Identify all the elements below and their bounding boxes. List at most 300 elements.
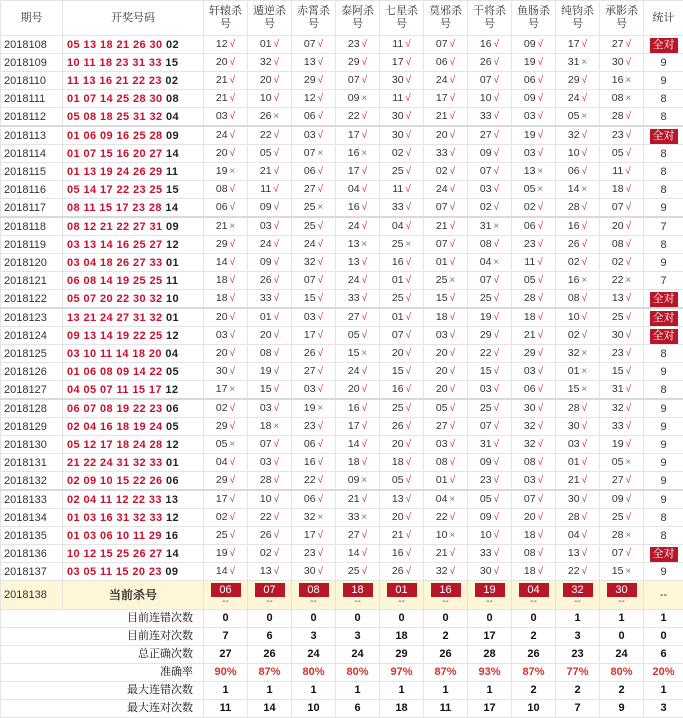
kill-cell	[204, 381, 248, 400]
check-icon: √	[582, 421, 588, 432]
kill-cell	[556, 90, 600, 108]
kill-number: 19	[524, 56, 536, 68]
check-icon: √	[406, 148, 412, 159]
issue-cell: 2018136	[1, 545, 63, 563]
kill-number: 09	[480, 511, 492, 523]
kill-number: 19	[260, 365, 272, 377]
check-icon: √	[406, 111, 412, 122]
kill-cell	[204, 454, 248, 472]
draw-numbers	[63, 399, 204, 418]
kill-number: 32	[524, 438, 536, 450]
stats-value: 10	[292, 700, 336, 718]
check-icon: √	[582, 330, 588, 341]
check-icon: √	[318, 111, 324, 122]
kill-number: 32	[304, 511, 316, 523]
kill-cell	[600, 490, 644, 509]
kill-number: 03	[304, 311, 316, 323]
check-icon: √	[582, 494, 588, 505]
pick-value: 19	[475, 583, 505, 597]
kill-number: 16	[348, 201, 360, 213]
draw-numbers	[63, 545, 204, 563]
kill-number: 07	[348, 74, 360, 86]
stats-value: 24	[292, 646, 336, 664]
kill-number: 13	[612, 292, 624, 304]
kill-cell	[336, 399, 380, 418]
kill-number: 04	[216, 456, 228, 468]
kill-number: 17	[568, 38, 580, 50]
check-icon: √	[538, 439, 544, 450]
draw-numbers	[63, 308, 204, 327]
stats-value: 80%	[600, 664, 644, 682]
kill-cell	[292, 308, 336, 327]
check-icon: √	[626, 494, 632, 505]
check-icon: √	[450, 184, 456, 195]
current-pick	[248, 581, 292, 610]
check-icon: √	[537, 257, 543, 268]
check-icon: √	[494, 330, 500, 341]
stats-value: 3	[292, 628, 336, 646]
check-icon: √	[450, 421, 456, 432]
kill-cell	[204, 472, 248, 491]
cross-icon: ×	[229, 384, 235, 395]
check-icon: √	[318, 348, 324, 359]
kill-cell	[468, 363, 512, 381]
check-icon: √	[318, 293, 324, 304]
check-icon: √	[318, 421, 324, 432]
table-row	[1, 199, 683, 218]
kill-cell	[380, 381, 424, 400]
issue-cell: 2018116	[1, 181, 63, 199]
kill-number: 32	[260, 56, 272, 68]
kill-cell	[336, 363, 380, 381]
kill-cell	[248, 509, 292, 527]
kill-number: 17	[348, 420, 360, 432]
kill-cell	[424, 163, 468, 181]
stats-label: 最大连错次数	[1, 682, 204, 700]
kill-cell	[512, 418, 556, 436]
kill-number: 16	[304, 456, 316, 468]
table-row	[1, 472, 683, 491]
kill-number: 29	[524, 347, 536, 359]
stats-value: 80%	[292, 664, 336, 682]
check-icon: √	[274, 330, 280, 341]
check-icon: √	[494, 403, 500, 414]
current-pick	[336, 581, 380, 610]
header-numbers: 开奖号码	[63, 1, 204, 36]
kill-number: 20	[612, 220, 624, 232]
kill-cell	[248, 199, 292, 218]
check-icon: √	[626, 384, 632, 395]
kill-cell	[248, 399, 292, 418]
issue-cell: 2018131	[1, 454, 63, 472]
header-stat: 统计	[644, 1, 683, 36]
kill-number: 24	[348, 220, 360, 232]
kill-number: 14	[216, 256, 228, 268]
table-row	[1, 217, 683, 236]
check-icon: √	[450, 548, 456, 559]
cross-icon: ×	[229, 439, 235, 450]
kill-number: 06	[216, 201, 228, 213]
pick-dash: --	[600, 597, 643, 607]
kill-cell	[556, 236, 600, 254]
check-icon: √	[494, 439, 500, 450]
check-icon: √	[274, 221, 280, 232]
kill-number: 22	[480, 347, 492, 359]
kill-number: 09	[480, 456, 492, 468]
kill-cell	[204, 545, 248, 563]
kill-cell	[512, 199, 556, 218]
blue-ball: 16	[165, 530, 178, 542]
stats-label: 目前连对次数	[1, 628, 204, 646]
blue-ball: 14	[166, 548, 179, 560]
cross-icon: ×	[361, 148, 367, 159]
draw-numbers	[63, 145, 204, 163]
check-icon: √	[494, 202, 500, 213]
kill-cell	[336, 199, 380, 218]
kill-number: 02	[216, 511, 228, 523]
kill-number: 24	[216, 129, 228, 141]
kill-cell	[512, 509, 556, 527]
kill-cell	[292, 72, 336, 90]
draw-numbers	[63, 381, 204, 400]
kill-cell	[556, 563, 600, 581]
header-row	[1, 1, 683, 36]
kill-number: 13	[260, 565, 272, 577]
kill-cell	[292, 545, 336, 563]
blue-ball: 12	[166, 330, 179, 342]
kill-cell	[468, 145, 512, 163]
check-icon: √	[318, 57, 324, 68]
check-icon: √	[318, 93, 324, 104]
issue-cell: 2018117	[1, 199, 63, 218]
kill-cell	[600, 327, 644, 345]
stats-row	[1, 682, 683, 700]
table-row	[1, 181, 683, 199]
check-icon: √	[362, 403, 368, 414]
blue-ball: 15	[165, 57, 178, 69]
kill-cell	[292, 563, 336, 581]
issue-cell: 2018119	[1, 236, 63, 254]
check-icon: √	[494, 166, 500, 177]
cross-icon: ×	[449, 275, 455, 286]
check-icon: √	[494, 312, 500, 323]
kill-cell	[248, 272, 292, 290]
header-expert: 赤霄杀号	[292, 1, 336, 36]
kill-cell	[248, 454, 292, 472]
kill-number: 14	[348, 547, 360, 559]
kill-number: 14	[216, 565, 228, 577]
cross-icon: ×	[317, 148, 323, 159]
check-icon: √	[230, 566, 236, 577]
all-correct-badge: 全对	[650, 38, 678, 53]
check-icon: √	[318, 366, 324, 377]
stat-cell	[644, 327, 683, 345]
check-icon: √	[362, 57, 368, 68]
kill-cell	[336, 545, 380, 563]
kill-cell	[380, 308, 424, 327]
stats-value: 1	[204, 682, 248, 700]
kill-number: 04	[568, 529, 580, 541]
current-body	[1, 581, 683, 610]
stats-label: 目前连错次数	[1, 610, 204, 628]
stats-value: 1	[380, 682, 424, 700]
kill-cell	[380, 163, 424, 181]
kill-number: 11	[392, 92, 403, 104]
check-icon: √	[230, 512, 236, 523]
check-icon: √	[230, 93, 236, 104]
check-icon: √	[582, 403, 588, 414]
kill-number: 25	[612, 511, 624, 523]
check-icon: √	[538, 293, 544, 304]
kill-number: 01	[436, 256, 448, 268]
kill-number: 25	[392, 165, 404, 177]
kill-cell	[512, 399, 556, 418]
check-icon: √	[450, 475, 456, 486]
kill-number: 29	[348, 56, 360, 68]
kill-number: 02	[216, 402, 228, 414]
kill-cell	[204, 126, 248, 145]
kill-number: 19	[216, 165, 228, 177]
kill-number: 07	[260, 438, 272, 450]
all-correct-badge: 全对	[650, 547, 678, 562]
issue-cell: 2018124	[1, 327, 63, 345]
stat-cell: 8	[644, 145, 683, 163]
red-balls: 02 04 11 12 22 33	[67, 494, 162, 506]
kill-cell	[468, 345, 512, 363]
kill-cell	[204, 90, 248, 108]
kill-number: 21	[216, 220, 228, 232]
kill-number: 05	[260, 147, 272, 159]
stats-total: 0	[644, 628, 683, 646]
kill-number: 30	[612, 329, 624, 341]
issue-cell: 2018127	[1, 381, 63, 400]
check-icon: √	[318, 384, 324, 395]
kill-number: 09	[260, 201, 272, 213]
kill-cell	[292, 363, 336, 381]
kill-number: 32	[568, 347, 580, 359]
check-icon: √	[362, 548, 368, 559]
check-icon: √	[626, 148, 632, 159]
kill-number: 18	[524, 311, 536, 323]
kill-number: 25	[436, 274, 448, 286]
kill-cell	[204, 36, 248, 54]
kill-number: 04	[348, 183, 360, 195]
kill-number: 11	[260, 183, 271, 195]
kill-cell	[424, 381, 468, 400]
kill-cell	[556, 527, 600, 545]
kill-number: 20	[260, 329, 272, 341]
kill-cell	[424, 545, 468, 563]
stat-cell	[644, 545, 683, 563]
check-icon: √	[582, 457, 588, 468]
check-icon: √	[362, 421, 368, 432]
kill-cell	[204, 72, 248, 90]
check-icon: √	[582, 512, 588, 523]
kill-number: 10	[260, 92, 272, 104]
kill-number: 09	[524, 92, 536, 104]
check-icon: √	[450, 384, 456, 395]
kill-number: 20	[392, 347, 404, 359]
table-row	[1, 272, 683, 290]
kill-number: 12	[216, 38, 228, 50]
check-icon: √	[494, 239, 500, 250]
check-icon: √	[406, 566, 412, 577]
red-balls: 04 05 07 11 15 17	[67, 384, 162, 396]
table-row	[1, 545, 683, 563]
stats-value: 17	[468, 628, 512, 646]
kill-number: 23	[480, 474, 492, 486]
kill-cell	[292, 54, 336, 72]
kill-cell	[512, 545, 556, 563]
table-row	[1, 527, 683, 545]
kill-cell	[204, 363, 248, 381]
red-balls: 05 07 20 22 30 32	[67, 293, 163, 305]
red-balls: 01 13 19 24 26 29	[67, 166, 163, 178]
cross-icon: ×	[361, 348, 367, 359]
check-icon: √	[318, 275, 324, 286]
kill-number: 24	[260, 238, 272, 250]
check-icon: √	[494, 275, 500, 286]
table-row	[1, 308, 683, 327]
stats-value: 90%	[204, 664, 248, 682]
stats-label: 总正确次数	[1, 646, 204, 664]
kill-number: 30	[612, 56, 624, 68]
check-icon: √	[230, 330, 236, 341]
kill-number: 03	[436, 329, 448, 341]
table-row	[1, 36, 683, 54]
red-balls: 01 06 09 16 25 28	[67, 130, 163, 142]
kill-number: 16	[392, 256, 404, 268]
blue-ball: 09	[165, 566, 178, 578]
kill-number: 21	[216, 74, 228, 86]
check-icon: √	[406, 530, 412, 541]
kill-number: 13	[392, 493, 404, 505]
blue-ball: 12	[166, 239, 179, 251]
check-icon: √	[318, 312, 324, 323]
kill-cell	[380, 254, 424, 272]
kill-number: 24	[568, 92, 580, 104]
kill-number: 01	[568, 365, 580, 377]
draw-numbers	[63, 90, 204, 108]
kill-number: 11	[612, 165, 623, 177]
check-icon: √	[626, 348, 632, 359]
stats-value: 17	[468, 700, 512, 718]
kill-cell	[204, 272, 248, 290]
kill-number: 06	[304, 438, 316, 450]
check-icon: √	[362, 312, 368, 323]
red-balls: 21 22 24 31 32 33	[67, 457, 163, 469]
blue-ball: 15	[166, 184, 179, 196]
kill-number: 05	[524, 274, 536, 286]
check-icon: √	[582, 312, 588, 323]
check-icon: √	[230, 148, 236, 159]
kill-number: 17	[304, 329, 316, 341]
check-icon: √	[318, 566, 324, 577]
table-row	[1, 418, 683, 436]
kill-number: 20	[216, 56, 228, 68]
check-icon: √	[230, 239, 236, 250]
stats-value: 11	[204, 700, 248, 718]
kill-cell	[336, 90, 380, 108]
kill-cell	[600, 90, 644, 108]
kill-cell	[248, 418, 292, 436]
kill-cell	[292, 399, 336, 418]
kill-number: 08	[568, 292, 580, 304]
draw-numbers	[63, 108, 204, 127]
kill-number: 06	[524, 74, 536, 86]
check-icon: √	[230, 130, 236, 141]
history-body	[1, 36, 683, 581]
kill-cell	[512, 108, 556, 127]
kill-number: 18	[260, 420, 272, 432]
header-issue: 期号	[1, 1, 63, 36]
check-icon: √	[274, 239, 280, 250]
kill-cell	[336, 472, 380, 491]
kill-cell	[512, 472, 556, 491]
issue-cell: 2018120	[1, 254, 63, 272]
check-icon: √	[362, 202, 368, 213]
check-icon: √	[494, 421, 500, 432]
kill-cell	[556, 217, 600, 236]
red-balls: 03 05 11 15 20 23	[67, 566, 162, 578]
kill-cell	[204, 163, 248, 181]
check-icon: √	[626, 130, 632, 141]
stats-value: 1	[556, 610, 600, 628]
kill-number: 29	[216, 238, 228, 250]
red-balls: 03 13 14 16 25 27	[67, 239, 163, 251]
kill-cell	[468, 399, 512, 418]
check-icon: √	[318, 475, 324, 486]
kill-cell	[248, 472, 292, 491]
stats-value: 0	[512, 610, 556, 628]
cross-icon: ×	[625, 530, 631, 541]
cross-icon: ×	[273, 421, 279, 432]
kill-cell	[468, 126, 512, 145]
kill-cell	[336, 436, 380, 454]
red-balls: 01 03 16 31 32 33	[67, 512, 163, 524]
kill-cell	[248, 72, 292, 90]
kill-number: 10	[568, 311, 580, 323]
kill-cell	[292, 418, 336, 436]
kill-cell	[204, 108, 248, 127]
kill-number: 16	[392, 383, 404, 395]
kill-cell	[380, 454, 424, 472]
kill-number: 01	[392, 311, 404, 323]
check-icon: √	[405, 93, 411, 104]
check-icon: √	[406, 57, 412, 68]
kill-cell	[292, 145, 336, 163]
check-icon: √	[406, 512, 412, 523]
check-icon: √	[274, 57, 280, 68]
kill-number: 03	[524, 365, 536, 377]
check-icon: √	[274, 494, 280, 505]
kill-number: 09	[524, 38, 536, 50]
table-row	[1, 436, 683, 454]
header-expert: 轩辕杀号	[204, 1, 248, 36]
kill-cell	[512, 436, 556, 454]
kill-cell	[336, 418, 380, 436]
stat-cell: 9	[644, 472, 683, 491]
kill-number: 22	[436, 511, 448, 523]
kill-cell	[336, 527, 380, 545]
pick-dash: --	[336, 597, 379, 607]
table-row	[1, 290, 683, 309]
issue-cell: 2018110	[1, 72, 63, 90]
kill-cell	[204, 199, 248, 218]
kill-cell	[600, 308, 644, 327]
pick-value: 07	[255, 583, 285, 597]
stats-value: 0	[468, 610, 512, 628]
